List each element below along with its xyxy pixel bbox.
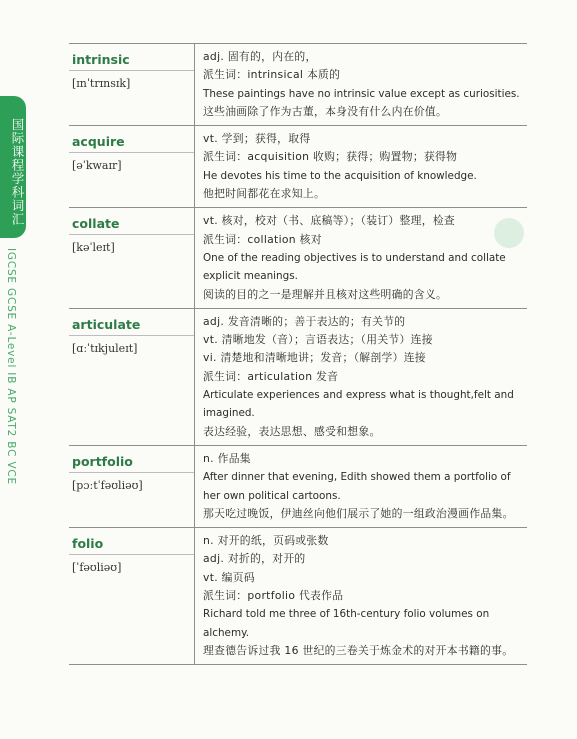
headword: collate xyxy=(69,208,194,235)
phonetic: [ɪnˈtrɪnsɪk] xyxy=(72,77,131,90)
headword: portfolio xyxy=(69,446,194,473)
headword: acquire xyxy=(69,126,194,153)
definition-line: adj. 固有的，内在的， xyxy=(203,50,317,63)
vocabulary-table xyxy=(69,43,527,665)
definition-line: After dinner that evening, Edith showed them a portfolio of her own political cartoons. xyxy=(203,471,511,502)
entry-definition-cell xyxy=(195,208,527,307)
definition-line: vt. 学到；获得，取得 xyxy=(203,132,311,146)
vocab-entry xyxy=(69,126,527,208)
entry-headword-cell xyxy=(69,528,195,664)
vocab-entry xyxy=(69,44,527,126)
vocab-entry xyxy=(69,528,527,665)
phonetic: [əˈkwaɪr] xyxy=(72,159,122,173)
definition-line: 派生词：acquisition 收购；获得；购置物；获得物 xyxy=(203,150,458,164)
phonetic: [kəˈleɪt] xyxy=(72,241,115,255)
headword: intrinsic xyxy=(69,44,194,71)
phonetic: [ɑːˈtɪkjuleɪt] xyxy=(72,341,138,355)
definition-line: 那天吃过晚饭，伊迪丝向他们展示了她的一组政治漫画作品集。 xyxy=(203,506,514,520)
definition-line: 派生词：portfolio 代表作品 xyxy=(203,589,344,603)
definition-line: adj. 发音清晰的；善于表达的；有关节的 xyxy=(203,314,406,328)
definition-line: One of the reading objectives is to understand and collate explicit meanings. xyxy=(203,251,506,283)
vocab-entry xyxy=(69,208,527,308)
definition-line: vt. 清晰地发（音）；言语表达；（用关节）连接 xyxy=(203,333,433,347)
vocab-entry xyxy=(69,309,527,446)
definition-line: 这些油画除了作为古董，本身没有什么内在价值。 xyxy=(203,104,448,118)
entry-headword-cell xyxy=(69,309,195,445)
entry-definition-cell xyxy=(195,126,527,207)
definition-line: vt. 核对，校对（书、底稿等）；（装订）整理，检查 xyxy=(203,214,456,228)
definition-line: 理查德告诉过我 16 世纪的三卷关于炼金术的对开本书籍的事。 xyxy=(203,643,514,657)
definition-line: vt. 编页码 xyxy=(203,570,255,584)
entry-headword-cell xyxy=(69,446,195,527)
entry-headword-cell xyxy=(69,208,195,307)
definition-line: n. 对开的纸，页码或张数 xyxy=(203,534,329,548)
entry-definition-cell xyxy=(195,44,527,125)
entry-headword-cell xyxy=(69,126,195,207)
definition-line: 他把时间都花在求知上。 xyxy=(203,187,326,201)
definition-line: He devotes his time to the acquisition of knowledge. xyxy=(203,169,477,182)
definition-line: adj. 对折的，对开的 xyxy=(203,552,306,566)
definition-line: 派生词：articulation 发音 xyxy=(203,369,339,383)
definition-line: vi. 清楚地和清晰地讲；发音；（解剖学）连接 xyxy=(203,351,426,365)
headword: articulate xyxy=(69,309,194,336)
entry-definition-cell xyxy=(195,446,527,527)
definition-line: Articulate experiences and express what is thought,felt and imagined. xyxy=(203,389,514,420)
definition-line: n. 作品集 xyxy=(203,451,251,465)
phonetic: [pɔːtˈfəʊliəʊ] xyxy=(72,478,143,492)
entry-definition-cell xyxy=(195,528,527,664)
definition-line: 表达经验，表达思想、感受和想象。 xyxy=(203,424,381,438)
phonetic: [ˈfəʊliəʊ] xyxy=(72,561,122,575)
entry-headword-cell xyxy=(69,44,195,125)
definition-line: 派生词：intrinsical 本质的 xyxy=(203,68,341,82)
definition-line: These paintings have no intrinsic value except as curiosities. xyxy=(203,87,520,100)
vocab-entry xyxy=(69,446,527,528)
entry-definition-cell xyxy=(195,309,527,445)
definition-line: 派生词：collation 核对 xyxy=(203,232,322,246)
headword: folio xyxy=(69,528,194,555)
category-tab: 国际课程学科词汇 xyxy=(0,96,26,238)
exam-list: IGCSE GCSE A-Level IB AP SAT2 BC VCE xyxy=(5,248,17,485)
definition-line: 阅读的目的之一是理解并且核对这些明确的含义。 xyxy=(203,287,448,301)
definition-line: Richard told me three of 16th-century folio volumes on alchemy. xyxy=(203,608,490,639)
